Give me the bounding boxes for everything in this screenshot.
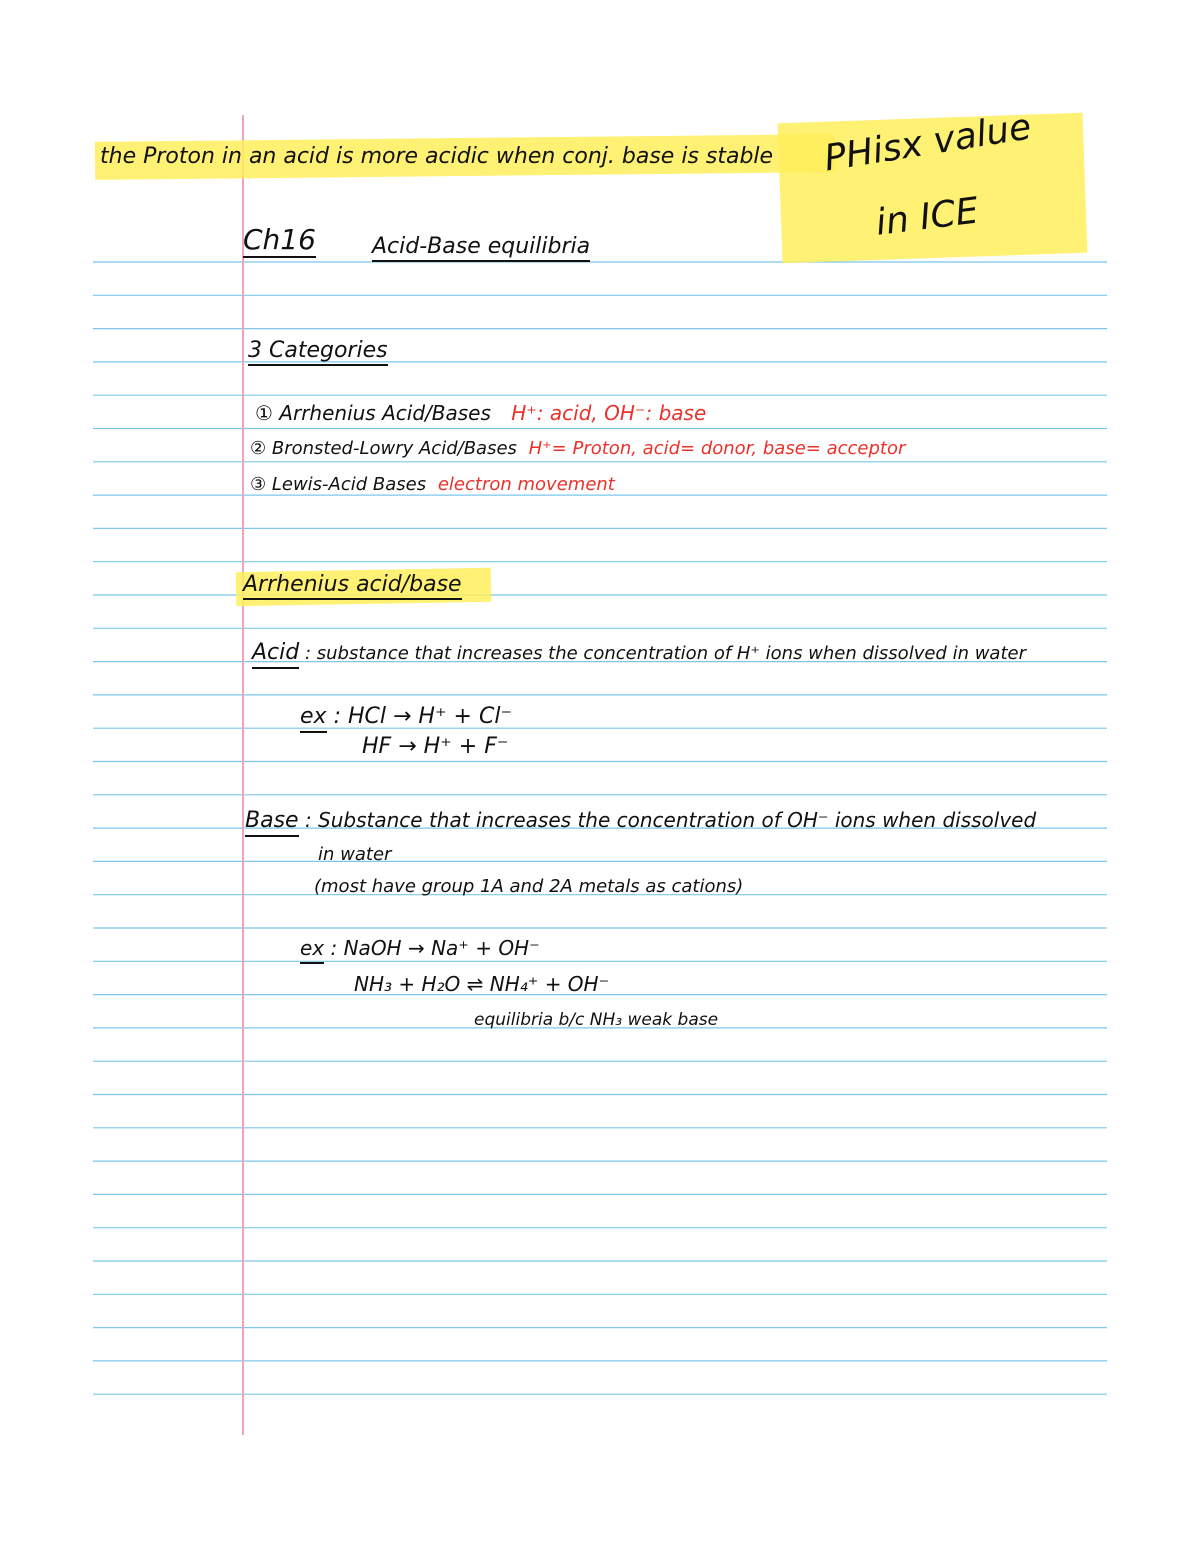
acid-example-2: HF → H⁺ + F⁻ — [362, 734, 509, 759]
category-3-note: electron movement — [437, 474, 615, 495]
base-note: (most have group 1A and 2A metals as cations) — [314, 876, 744, 897]
acid-term: Acid — [252, 640, 299, 669]
base-definition-cont: in water — [318, 844, 392, 865]
base-example-note: equilibria b/c NH₃ weak base — [474, 1010, 719, 1030]
base-example-1-eq: : NaOH → Na⁺ + OH⁻ — [330, 936, 540, 960]
base-example-label: ex — [300, 936, 324, 964]
acid-definition — [252, 642, 1026, 664]
base-text: : Substance that increases the concentration of OH⁻ ions when dissolved — [304, 808, 1037, 832]
category-2-label: ② Bronsted-Lowry Acid/Bases — [250, 438, 517, 459]
categories-heading: 3 Categories — [248, 340, 388, 366]
chapter-title: Acid-Base equilibria — [372, 236, 590, 262]
top-note: the Proton in an acid is more acidic when conj. base is stable — [100, 144, 774, 169]
acid-example-label: ex — [300, 704, 327, 733]
corner-note-line1: PHisx value — [821, 106, 1035, 180]
category-item-1 — [255, 403, 706, 423]
category-1-label: ① Arrhenius Acid/Bases — [255, 401, 491, 425]
base-term: Base — [245, 808, 299, 837]
base-example-1 — [300, 938, 540, 958]
arrhenius-heading: Arrhenius acid/base — [243, 574, 462, 600]
base-example-2: NH₃ + H₂O ⇌ NH₄⁺ + OH⁻ — [354, 972, 610, 996]
category-item-2 — [250, 440, 905, 458]
acid-example-1 — [300, 706, 512, 728]
category-item-3 — [250, 476, 615, 494]
corner-note-line2: in ICE — [873, 190, 981, 244]
category-1-note: H⁺: acid, OH⁻: base — [511, 401, 707, 425]
acid-example-1-eq: : HCl → H⁺ + Cl⁻ — [333, 704, 513, 729]
chapter-number: Ch16 — [243, 223, 316, 256]
base-definition — [245, 810, 1036, 832]
acid-text: : substance that increases the concentration of H⁺ ions when dissolved in water — [304, 643, 1026, 664]
category-3-label: ③ Lewis-Acid Bases — [250, 474, 427, 495]
category-2-note: H⁺= Proton, acid= donor, base= acceptor — [528, 438, 906, 459]
